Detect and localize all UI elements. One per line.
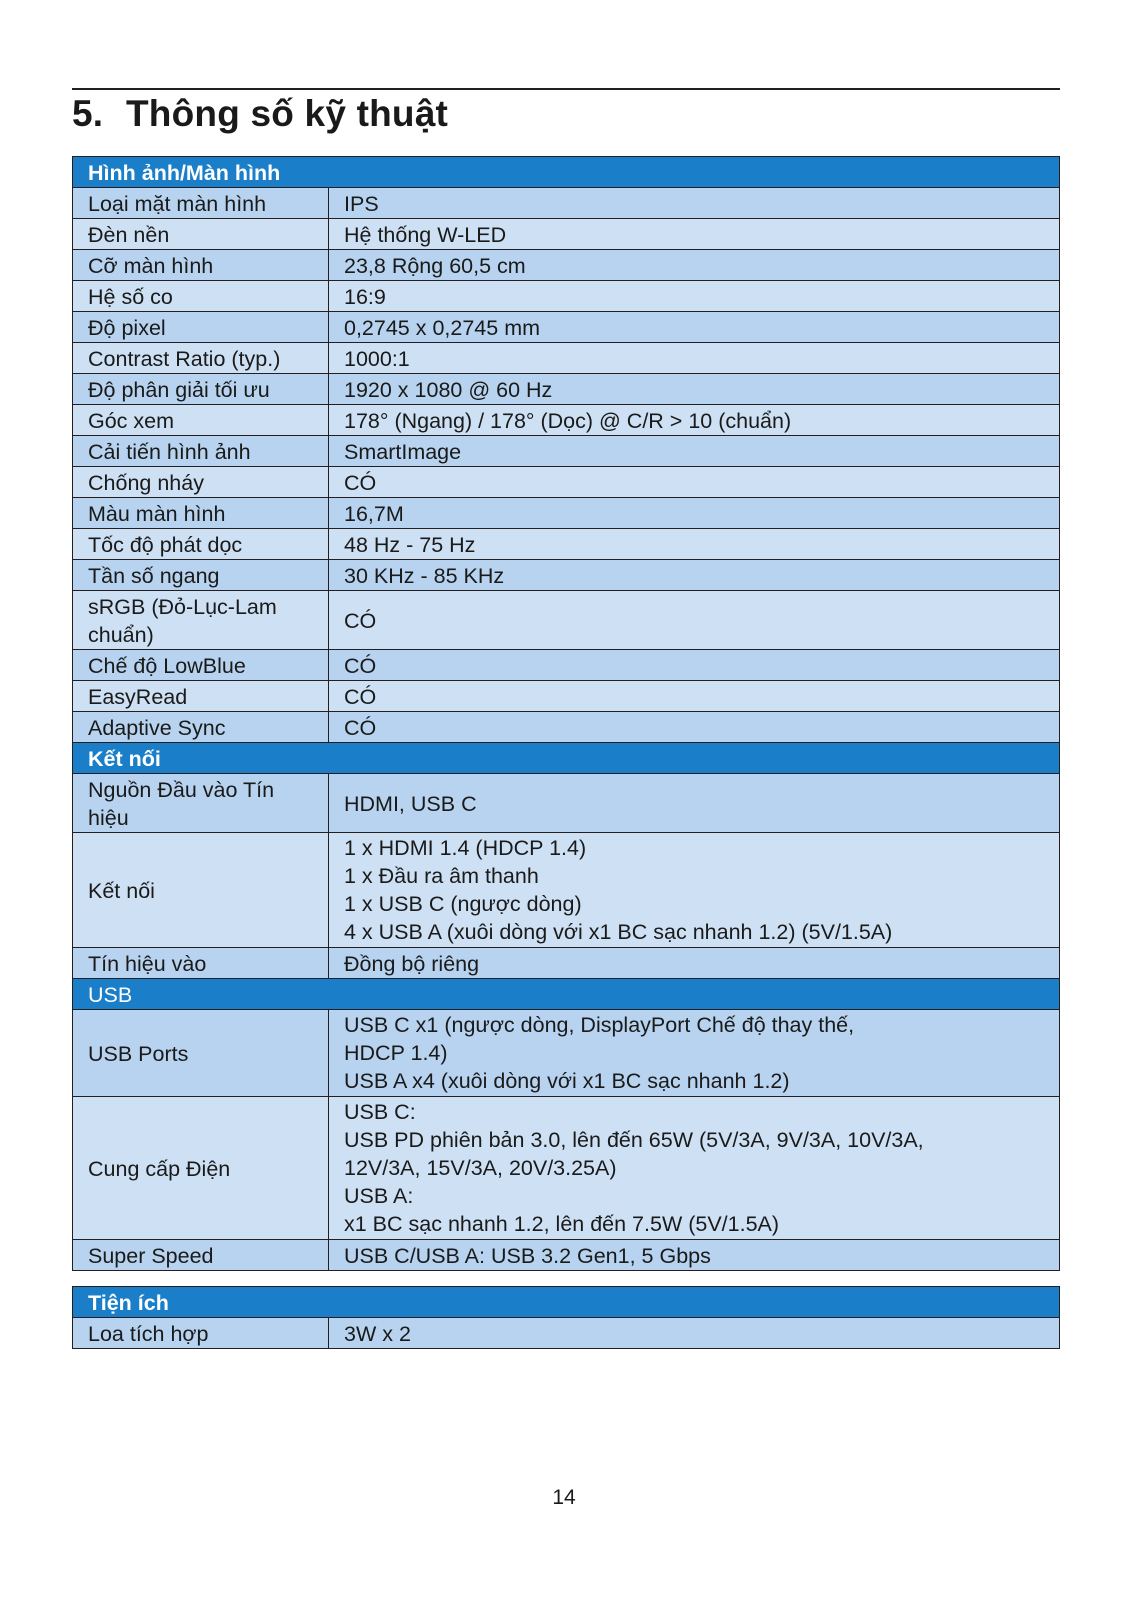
spec-value: CÓ (329, 467, 1060, 498)
spec-row (73, 374, 1060, 405)
spec-value-line: 1 x USB C (ngược dòng) (344, 892, 582, 916)
spec-label: Góc xem (73, 405, 329, 436)
spec-label: Màu màn hình (73, 498, 329, 529)
spec-row (73, 833, 1060, 948)
spec-row (73, 312, 1060, 343)
spec-row (73, 560, 1060, 591)
top-rule (72, 88, 1060, 90)
spec-value: HDMI, USB C (329, 774, 1060, 833)
spec-row (73, 1097, 1060, 1240)
spec-row (73, 436, 1060, 467)
spec-label: Độ pixel (73, 312, 329, 343)
spec-value: 0,2745 x 0,2745 mm (329, 312, 1060, 343)
page-title (72, 92, 448, 136)
spec-value: 48 Hz - 75 Hz (329, 529, 1060, 560)
section-header: Tiện ích (73, 1287, 1060, 1318)
spec-value (329, 833, 1060, 948)
spec-value: CÓ (329, 591, 1060, 650)
spec-value: 178° (Ngang) / 178° (Dọc) @ C/R > 10 (chuẩn) (329, 405, 1060, 436)
spec-row (73, 650, 1060, 681)
spec-value-line: USB C x1 (ngược dòng, DisplayPort Chế độ thay thế, (344, 1013, 855, 1037)
spec-value: CÓ (329, 712, 1060, 743)
spec-value-line: USB A: (344, 1184, 414, 1208)
spec-value (329, 1010, 1060, 1097)
section-number: 5. (72, 93, 104, 134)
spec-value: 3W x 2 (329, 1318, 1060, 1349)
section-header-row (73, 157, 1060, 188)
spec-value: Đồng bộ riêng (329, 948, 1060, 979)
spec-value: 30 KHz - 85 KHz (329, 560, 1060, 591)
spec-value-line: 12V/3A, 15V/3A, 20V/3.25A) (344, 1156, 617, 1180)
spec-label: Kết nối (73, 833, 329, 948)
spec-value: CÓ (329, 681, 1060, 712)
spec-label: Super Speed (73, 1240, 329, 1271)
spec-table (72, 156, 1060, 1271)
spec-value-line: 1 x Đầu ra âm thanh (344, 864, 539, 888)
spec-label: EasyRead (73, 681, 329, 712)
spec-label: Chống nháy (73, 467, 329, 498)
spec-label: Tần số ngang (73, 560, 329, 591)
spec-row (73, 681, 1060, 712)
spec-value: SmartImage (329, 436, 1060, 467)
spec-value-line: HDCP 1.4) (344, 1041, 448, 1065)
spec-row (73, 774, 1060, 833)
spec-label: USB Ports (73, 1010, 329, 1097)
spec-row (73, 1240, 1060, 1271)
spec-label: sRGB (Đỏ-Lục-Lam chuẩn) (73, 591, 329, 650)
section-header-row (73, 1287, 1060, 1318)
spec-row (73, 188, 1060, 219)
spec-row (73, 250, 1060, 281)
spec-value: Hệ thống W-LED (329, 219, 1060, 250)
spec-label: Độ phân giải tối ưu (73, 374, 329, 405)
spec-row (73, 467, 1060, 498)
spec-label: Hệ số co (73, 281, 329, 312)
spec-value-line: USB A x4 (xuôi dòng với x1 BC sạc nhanh 1.2) (344, 1069, 790, 1093)
spec-row (73, 219, 1060, 250)
utility-table (72, 1286, 1060, 1349)
spec-row (73, 405, 1060, 436)
spec-row (73, 281, 1060, 312)
spec-label: Cải tiến hình ảnh (73, 436, 329, 467)
spec-label: Nguồn Đầu vào Tín hiệu (73, 774, 329, 833)
spec-label: Contrast Ratio (typ.) (73, 343, 329, 374)
spec-value-line: x1 BC sạc nhanh 1.2, lên đến 7.5W (5V/1.5A) (344, 1212, 780, 1236)
spec-value: 1920 x 1080 @ 60 Hz (329, 374, 1060, 405)
spec-value-line: 1 x HDMI 1.4 (HDCP 1.4) (344, 836, 587, 860)
spec-value-line: USB C: (344, 1100, 416, 1124)
spec-value: 1000:1 (329, 343, 1060, 374)
spec-value (329, 1097, 1060, 1240)
spec-label: Cung cấp Điện (73, 1097, 329, 1240)
spec-row (73, 591, 1060, 650)
spec-row (73, 712, 1060, 743)
section-header-row (73, 743, 1060, 774)
spec-row (73, 498, 1060, 529)
spec-row (73, 529, 1060, 560)
spec-value-line: USB PD phiên bản 3.0, lên đến 65W (5V/3A, 9V/3A, 10V/3A, (344, 1128, 924, 1152)
section-header-row (73, 979, 1060, 1010)
spec-value: USB C/USB A: USB 3.2 Gen1, 5 Gbps (329, 1240, 1060, 1271)
spec-label: Loại mặt màn hình (73, 188, 329, 219)
spec-value: IPS (329, 188, 1060, 219)
page-number: 14 (552, 1486, 576, 1509)
section-title: Thông số kỹ thuật (126, 93, 449, 134)
spec-label: Đèn nền (73, 219, 329, 250)
spec-value-line: 4 x USB A (xuôi dòng với x1 BC sạc nhanh 1.2) (5V/1.5A) (344, 920, 893, 944)
spec-label: Chế độ LowBlue (73, 650, 329, 681)
spec-label: Loa tích hợp (73, 1318, 329, 1349)
spec-row (73, 343, 1060, 374)
spec-value: CÓ (329, 650, 1060, 681)
section-header: USB (73, 979, 1060, 1010)
spec-label: Tốc độ phát dọc (73, 529, 329, 560)
spec-label: Adaptive Sync (73, 712, 329, 743)
section-header: Kết nối (73, 743, 1060, 774)
spec-row (73, 1010, 1060, 1097)
spec-row (73, 1318, 1060, 1349)
spec-value: 16:9 (329, 281, 1060, 312)
spec-value: 23,8 Rộng 60,5 cm (329, 250, 1060, 281)
spec-row (73, 948, 1060, 979)
spec-label: Tín hiệu vào (73, 948, 329, 979)
section-header: Hình ảnh/Màn hình (73, 157, 1060, 188)
spec-value: 16,7M (329, 498, 1060, 529)
spec-label: Cỡ màn hình (73, 250, 329, 281)
